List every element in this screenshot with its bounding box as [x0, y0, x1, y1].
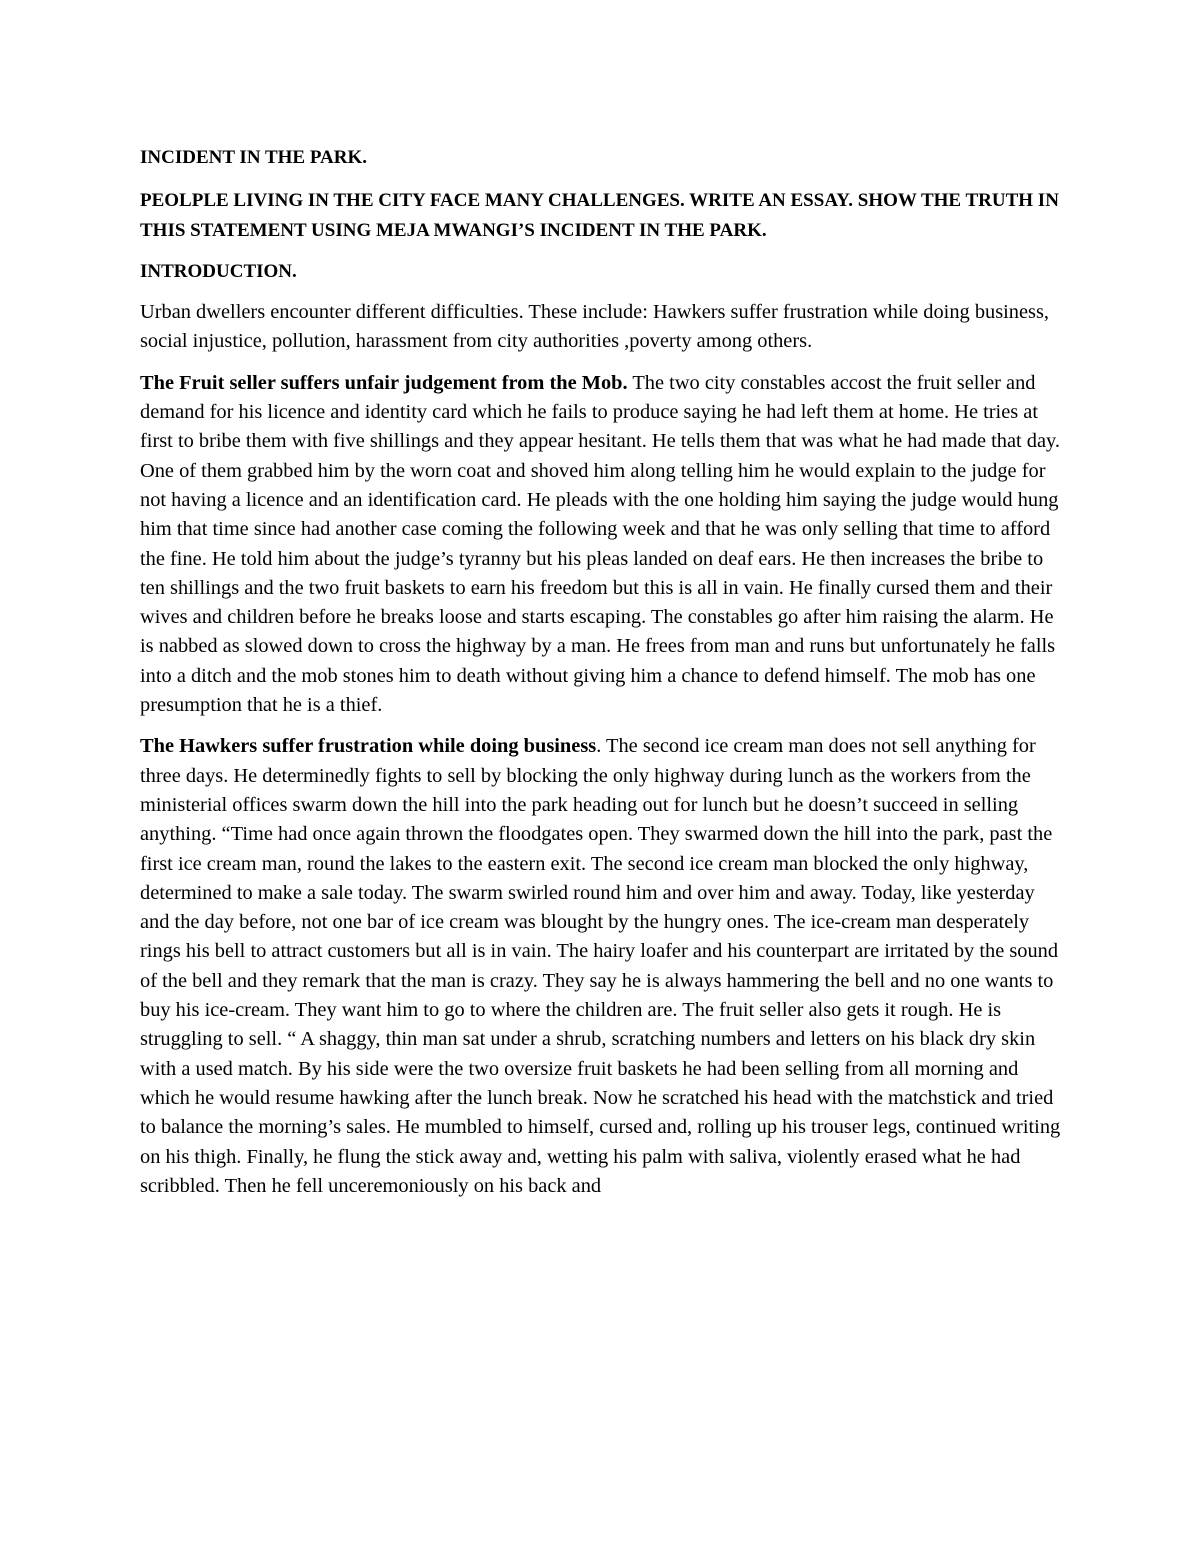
essay-prompt: PEOLPLE LIVING IN THE CITY FACE MANY CHALLENGES. WRITE AN ESSAY. SHOW THE TRUTH IN THIS STATEMENT USING MEJA MWANGI’S INCIDENT IN THE PARK. — [140, 190, 1059, 241]
document-body — [140, 143, 1065, 1213]
body-paragraph-fruit-seller — [140, 369, 1065, 721]
body-paragraph-hawkers — [140, 732, 1065, 1201]
document-title: INCIDENT IN THE PARK. — [140, 147, 367, 168]
introduction-paragraph: Urban dwellers encounter different difficulties. These include: Hawkers suffer frustration while doing business, social injustice, pollution, harassment from city authorities ,poverty among others. — [140, 301, 1050, 353]
paragraph-text: The two city constables accost the fruit seller and demand for his licence and identity card which he fails to produce saying he had left them at home. He tries at first to bribe them with five shillings and they appear hesitant. He tells them that was what he had made that day. One of them grabbed him by the worn coat and shoved him along telling him he would explain to the judge for not having a licence and an identification card. He pleads with the one holding him saying the judge would hung him that time since had another case coming the following week and that he was only selling that time to afford the fine. He told him about the judge’s tyranny but his pleas landed on deaf ears. He then increases the bribe to ten shillings and the two fruit baskets to earn his freedom but this is all in vain. He finally cursed them and their wives and children before he breaks loose and starts escaping. The constables go after him raising the alarm. He is nabbed as slowed down to cross the highway by a man. He frees from man and runs but unfortunately he falls into a ditch and the mob stones him to death without giving him a chance to defend himself. The mob has one presumption that he is a thief. — [140, 371, 1060, 717]
paragraph-text: . The second ice cream man does not sell anything for three days. He determinedly fights to sell by blocking the only highway during lunch as the workers from the ministerial offices swarm down the hill into the park heading out for lunch but he doesn’t succeed in selling anything. “Time had once again thrown the floodgates open. They swarmed down the hill into the park, past the first ice cream man, round the lakes to the eastern exit. The second ice cream man blocked the only highway, determined to make a sale today. The swarm swirled round him and over him and away. Today, like yesterday and the day before, not one bar of ice cream was blought by the hungry ones. The ice-cream man desperately rings his bell to attract customers but all is in vain. The hairy loafer and his counterpart are irritated by the sound of the bell and they remark that the man is crazy. They say he is always hammering the bell and no one wants to buy his ice-cream. They want him to go to where the children are. The fruit seller also gets it rough. He is struggling to sell. “ A shaggy, thin man sat under a shrub, scratching numbers and letters on his black dry skin with a used match. By his side were the two oversize fruit baskets he had been selling from all morning and which he would resume hawking after the lunch break. Now he scratched his head with the matchstick and tried to balance the morning’s sales. He mumbled to himself, cursed and, rolling up his trouser legs, continued writing on his thigh. Finally, he flung the stick away and, wetting his palm with saliva, violently erased what he had scribbled. Then he fell unceremoniously on his back and — [140, 735, 1061, 1197]
paragraph-lead-heading: The Fruit seller suffers unfair judgement from the Mob. — [140, 371, 628, 394]
paragraph-lead-heading: The Hawkers suffer frustration while doing business — [140, 735, 597, 758]
introduction-heading: INTRODUCTION. — [140, 260, 297, 282]
